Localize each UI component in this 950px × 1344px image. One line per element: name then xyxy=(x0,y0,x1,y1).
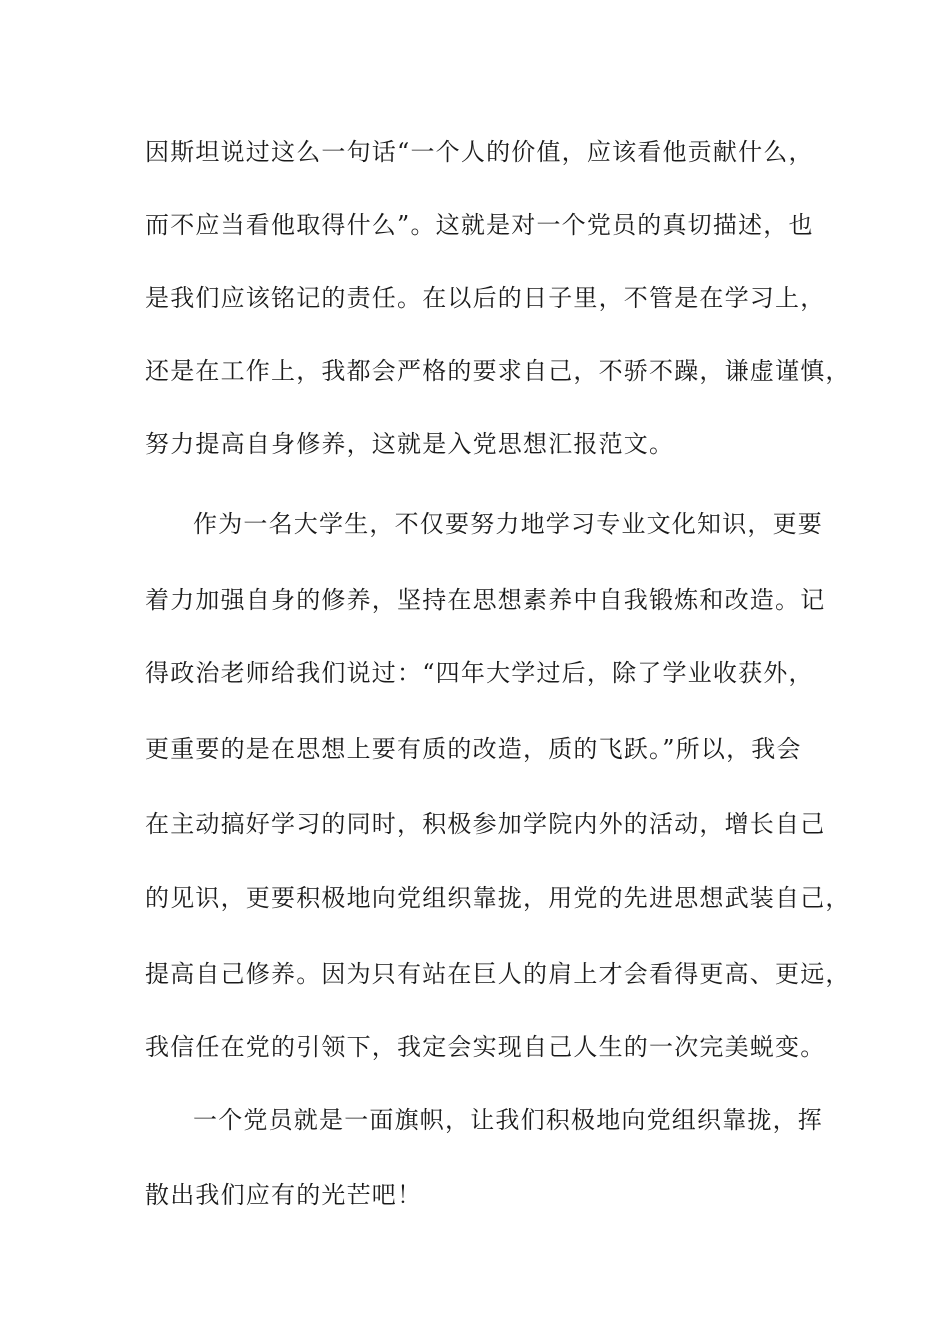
text-line: 因斯坦说过这么一句话“一个人的价值，应该看他贡献什么， xyxy=(145,138,814,166)
text-line: 的见识，更要积极地向党组织靠拢，用党的先进思想武装自己， xyxy=(145,884,851,912)
text-line: 得政治老师给我们说过：“四年大学过后，除了学业收获外， xyxy=(145,659,814,687)
text-line: 提高自己修养。因为只有站在巨人的肩上才会看得更高、更远， xyxy=(145,960,851,988)
text-line: 在主动搞好学习的同时，积极参加学院内外的活动，增长自己 xyxy=(145,810,826,838)
text-line: 是我们应该铭记的责任。在以后的日子里，不管是在学习上， xyxy=(145,284,826,312)
text-line: 散出我们应有的光芒吧！ xyxy=(145,1181,423,1209)
paragraph-start-line: 作为一名大学生，不仅要努力地学习专业文化知识，更要 xyxy=(193,510,823,538)
text-line: 更重要的是在思想上要有质的改造，质的飞跃。”所以，我会 xyxy=(145,735,802,763)
text-line: 还是在工作上，我都会严格的要求自己，不骄不躁，谦虚谨慎， xyxy=(145,357,851,385)
text-line: 着力加强自身的修养，坚持在思想素养中自我锻炼和改造。记 xyxy=(145,586,826,614)
paragraph-start-line: 一个党员就是一面旗帜，让我们积极地向党组织靠拢，挥 xyxy=(193,1106,823,1134)
text-line: 我信任在党的引领下，我定会实现自己人生的一次完美蜕变。 xyxy=(145,1033,826,1061)
text-line: 而不应当看他取得什么”。这就是对一个党员的真切描述，也 xyxy=(145,211,814,239)
text-line: 努力提高自身修养，这就是入党思想汇报范文。 xyxy=(145,430,675,458)
